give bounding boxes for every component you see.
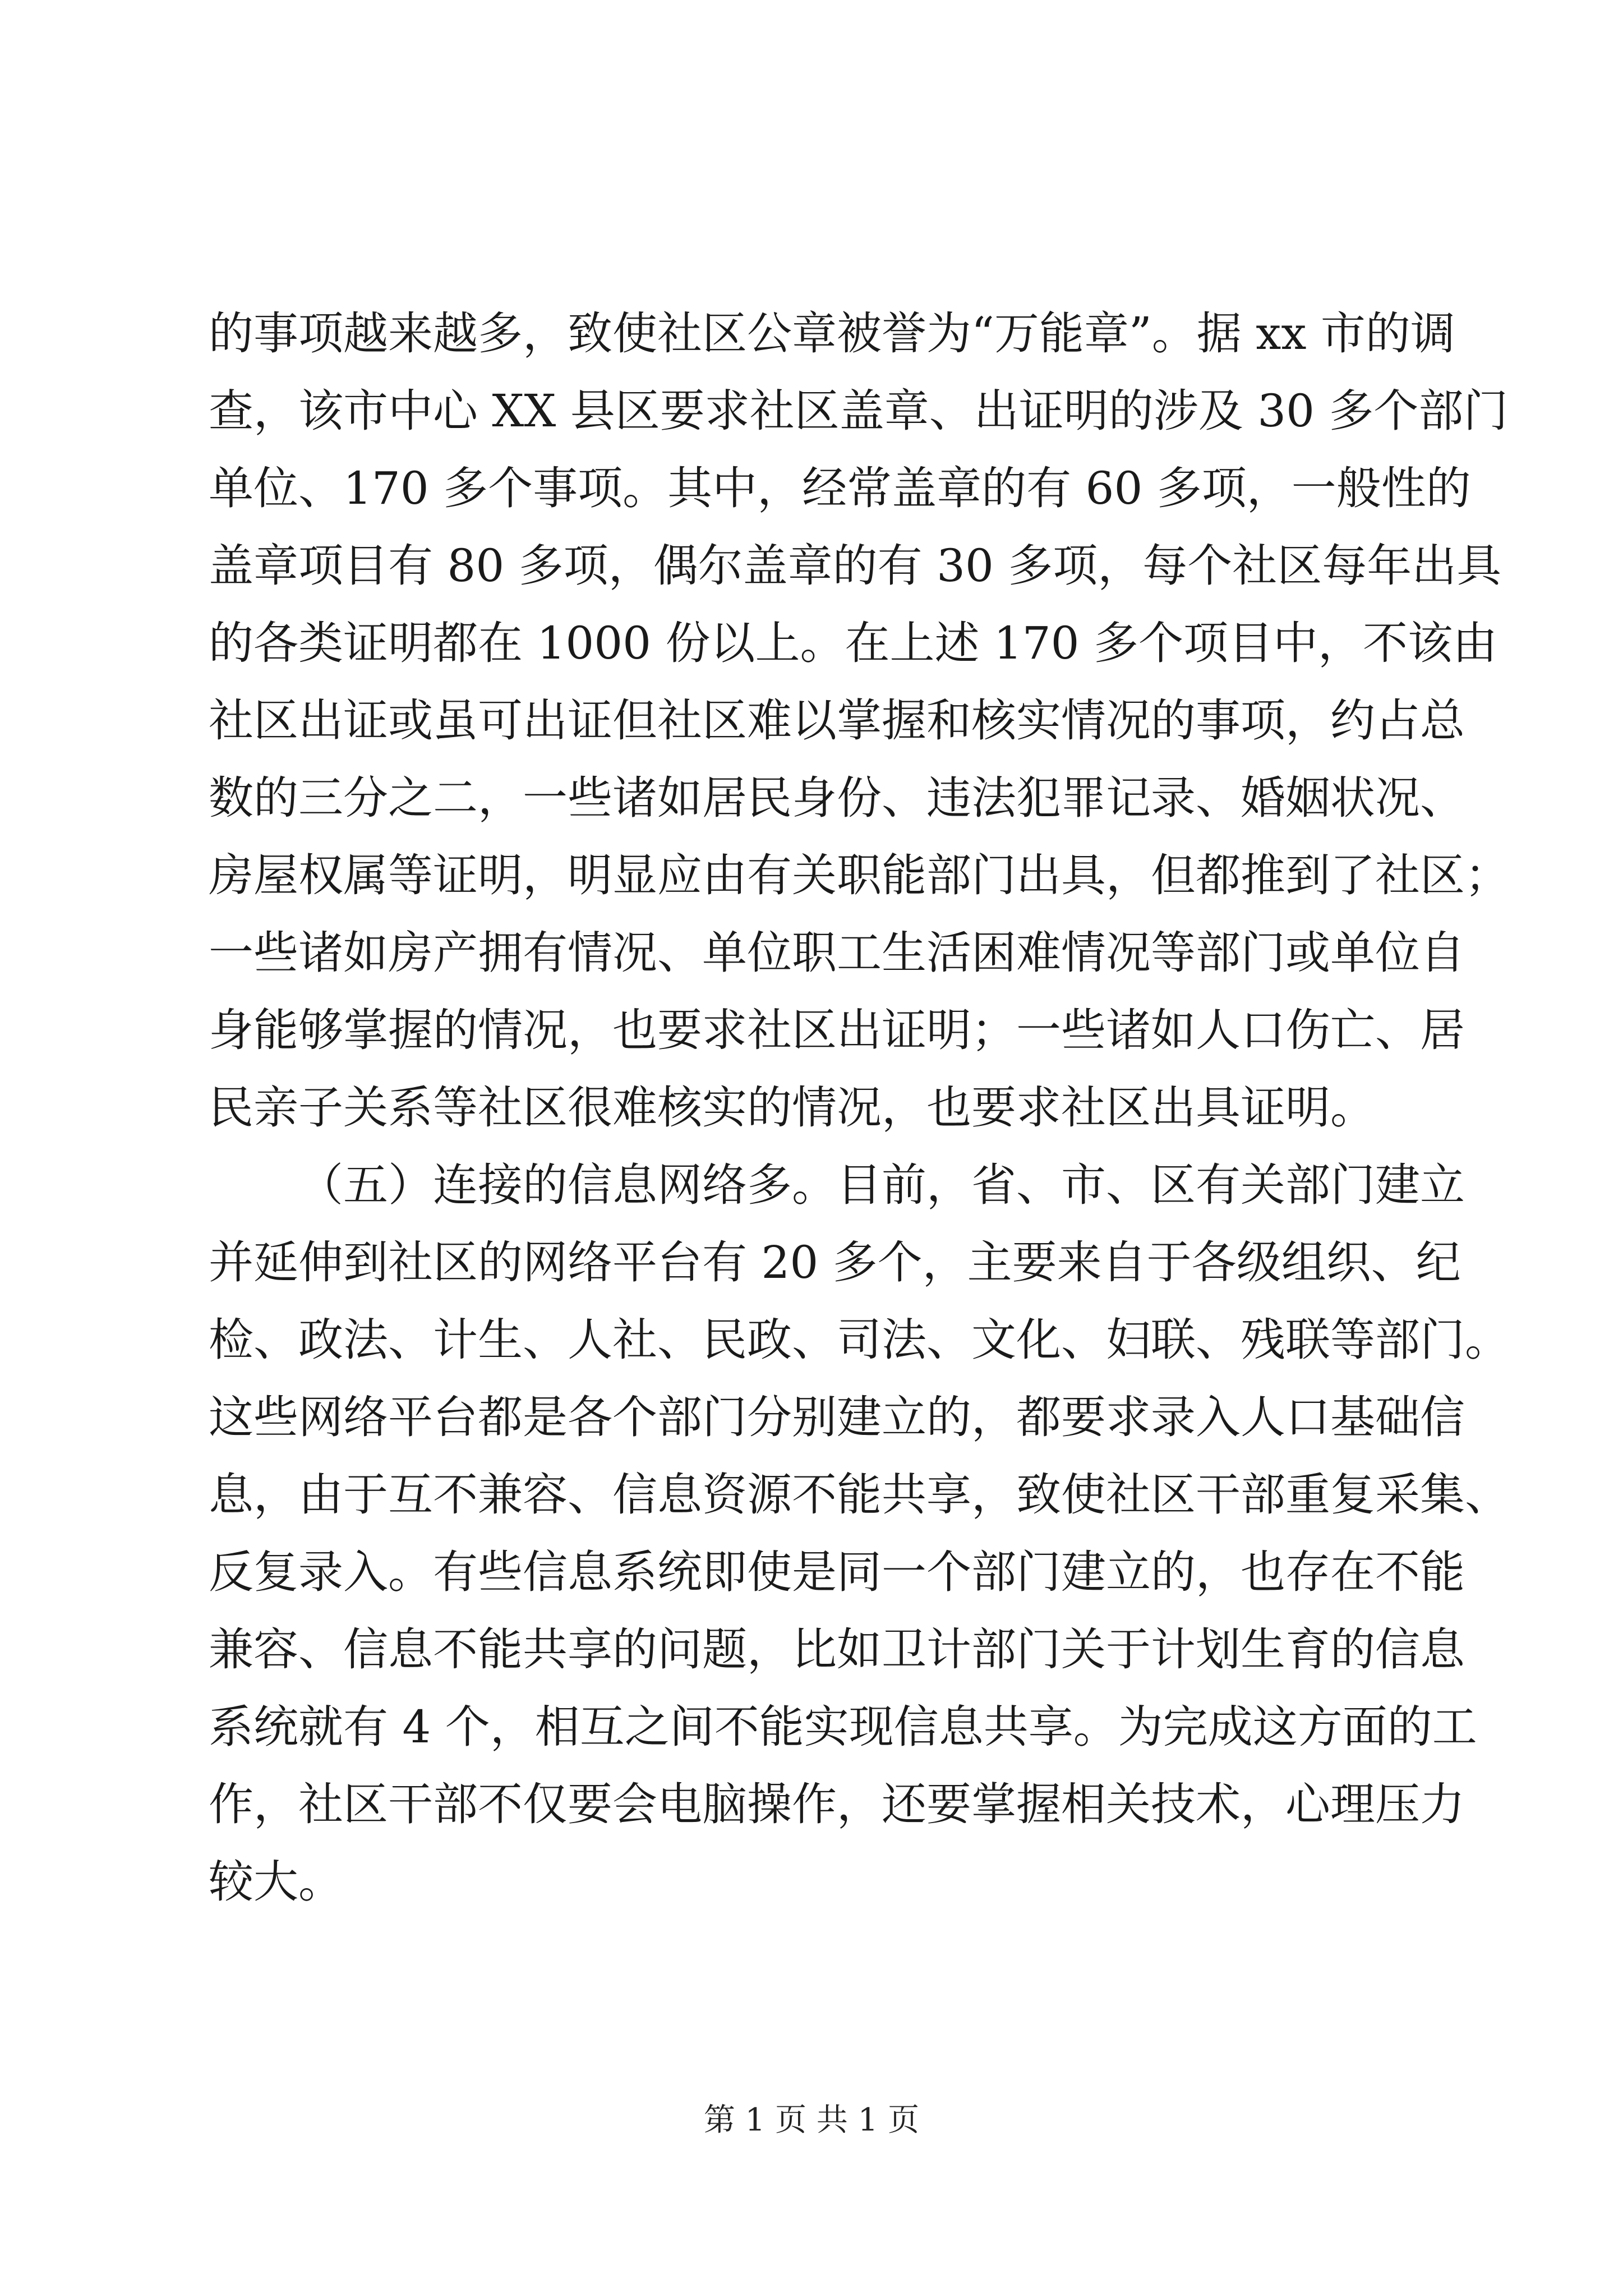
text-line: 兼容、信息不能共享的问题，比如卫计部门关于计划生育的信息 bbox=[209, 1623, 1465, 1676]
text-line: 检、政法、计生、人社、民政、司法、文化、妇联、残联等部门。 bbox=[209, 1314, 1510, 1366]
text-line: 查，该市中心 XX 县区要求社区盖章、出证明的涉及 30 多个部门 bbox=[209, 385, 1509, 437]
text-line: 作，社区干部不仅要会电脑操作，还要掌握相关技术，心理压力 bbox=[209, 1778, 1465, 1830]
text-line: 数的三分之二，一些诸如居民身份、违法犯罪记录、婚姻状况、 bbox=[209, 772, 1465, 824]
text-line: 房屋权属等证明，明显应由有关职能部门出具，但都推到了社区； bbox=[209, 849, 1510, 901]
text-line: 的各类证明都在 1000 份以上。在上述 170 多个项目中，不该由 bbox=[209, 617, 1498, 669]
text-line: 身能够掌握的情况，也要求社区出证明；一些诸如人口伤亡、居 bbox=[209, 1004, 1465, 1056]
text-line: 一些诸如房产拥有情况、单位职工生活困难情况等部门或单位自 bbox=[209, 927, 1465, 979]
text-line: 这些网络平台都是各个部门分别建立的，都要求录入人口基础信 bbox=[209, 1391, 1465, 1443]
page-number-footer: 第 1 页 共 1 页 bbox=[703, 2102, 920, 2138]
text-line: 系统就有 4 个，相互之间不能实现信息共享。为完成这方面的工 bbox=[209, 1701, 1477, 1753]
text-line: 并延伸到社区的网络平台有 20 多个，主要来自于各级组织、纪 bbox=[209, 1236, 1461, 1289]
text-line: 的事项越来越多，致使社区公章被誉为“万能章”。据 xx 市的调 bbox=[209, 307, 1455, 360]
text-line: 单位、170 多个事项。其中，经常盖章的有 60 多项，一般性的 bbox=[209, 462, 1471, 514]
text-line: 民亲子关系等社区很难核实的情况，也要求社区出具证明。 bbox=[209, 1082, 1375, 1134]
text-line: 社区出证或虽可出证但社区难以掌握和核实情况的事项，约占总 bbox=[209, 694, 1465, 747]
text-line: 盖章项目有 80 多项，偶尔盖章的有 30 多项，每个社区每年出具 bbox=[209, 540, 1502, 592]
text-line: 息，由于互不兼容、信息资源不能共享，致使社区干部重复采集、 bbox=[209, 1469, 1510, 1521]
text-line: 较大。 bbox=[209, 1856, 343, 1908]
paragraph-heading-line: （五）连接的信息网络多。目前，省、市、区有关部门建立 bbox=[298, 1159, 1465, 1211]
text-line: 反复录入。有些信息系统即使是同一个部门建立的，也存在不能 bbox=[209, 1546, 1465, 1598]
